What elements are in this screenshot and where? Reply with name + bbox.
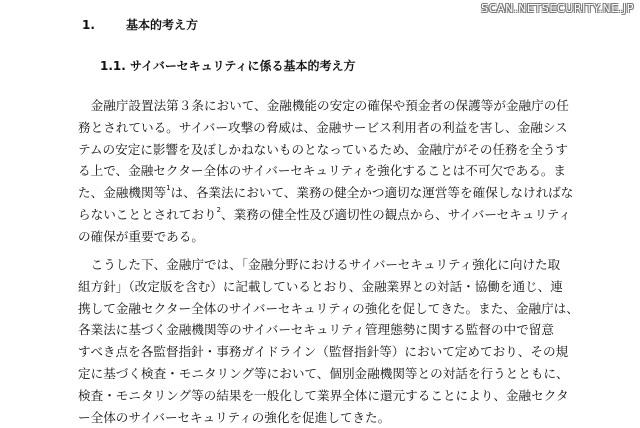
paragraph-line: 金融庁設置法第３条において、金融機能の安定の確保や預金者の保護等が金融庁の任 bbox=[78, 98, 569, 113]
paragraph-2 bbox=[78, 254, 578, 428]
paragraph-line: こうした下、金融庁では、「金融分野におけるサイバーセキュリティ強化に向けた取 bbox=[78, 257, 561, 272]
paragraph-line: 各業法に基づく金融機関等のサイバーセキュリティ管理態勢に関する監督の中で留意 bbox=[78, 322, 554, 338]
paragraph-line: る上で、金融セクター全体のサイバーセキュリティを強化することは不可欠である。ま bbox=[78, 163, 567, 179]
footnote-ref-2: 2 bbox=[216, 205, 221, 214]
paragraph-line: テムの安定に影響を及ぼしかねないものとなっているため、金融庁がその任務を全うす bbox=[78, 141, 569, 157]
paragraph-line: 組方針」（改定版を含む）に記載しているとおり、金融業界との対話・協働を通じ、連 bbox=[78, 278, 563, 294]
subsection-heading: 1.1. サイバーセキュリティに係る基本的考え方 bbox=[100, 59, 356, 73]
footnote-ref-1: 1 bbox=[166, 184, 171, 193]
watermark: SCAN.NETSECURITY.NE.JP bbox=[481, 2, 634, 15]
paragraph-line: 検査・モニタリング等の結果を一般化して業界全体に還元することにより、金融セクタ bbox=[78, 387, 569, 403]
paragraph-line: 携して金融セクター全体のサイバーセキュリティの強化を促してきた。また、金融庁は、 bbox=[78, 300, 579, 316]
section-heading bbox=[82, 16, 198, 33]
paragraph-line: すべき点を各監督指針・事務ガイドライン（監督指針等）において定めており、その規 bbox=[78, 344, 569, 360]
section-number: 1. bbox=[82, 18, 95, 32]
paragraph-line bbox=[78, 182, 578, 204]
paragraph-line bbox=[78, 204, 578, 226]
line-segment: は、各業法において、業務の健全かつ適切な運営等を確保しなければな bbox=[170, 185, 574, 201]
paragraph-1 bbox=[78, 95, 578, 248]
line-segment: らないこととされており bbox=[78, 206, 217, 222]
section-title: 基本的考え方 bbox=[126, 18, 199, 32]
paragraph-line: の確保が重要である。 bbox=[78, 228, 204, 244]
paragraph-line: ー全体のサイバーセキュリティの強化を促進してきた。 bbox=[78, 409, 391, 425]
paragraph-line: 定に基づく検査・モニタリング等において、個別金融機関等との対話を行うとともに、 bbox=[78, 365, 569, 381]
line-segment: た、金融機関等 bbox=[78, 185, 167, 201]
paragraph-line: 務とされている。サイバー攻撃の脅威は、金融サービス利用者の利益を害し、金融シス bbox=[78, 119, 568, 135]
line-segment: 、業務の健全性及び適切性の観点から、サイバーセキュリティ bbox=[221, 206, 571, 222]
